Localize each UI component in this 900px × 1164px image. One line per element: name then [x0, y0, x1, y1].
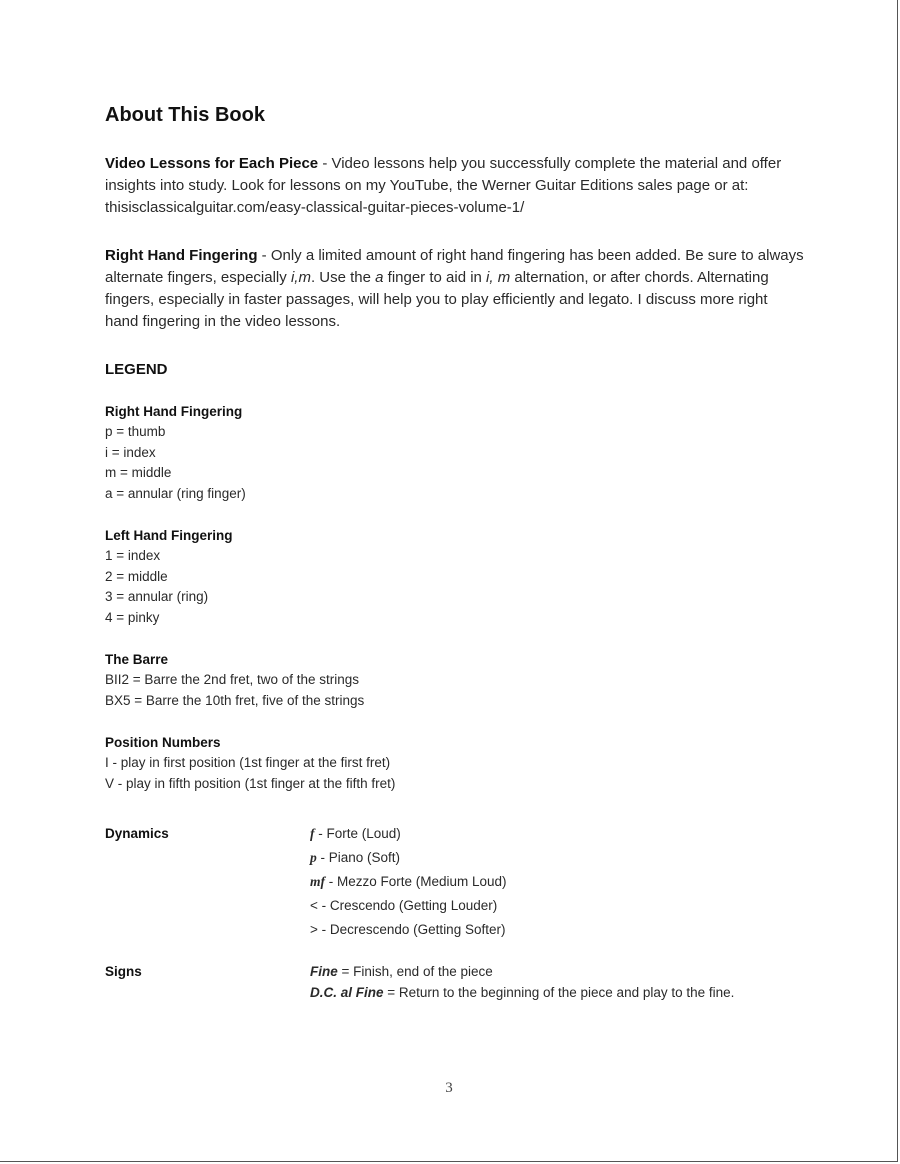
- dynamic-row: [310, 822, 507, 846]
- sign-row: [310, 962, 734, 983]
- page-content: [105, 104, 805, 1003]
- rh-text-4: alternation, or after chords. Alternating fingers, especially in faster passages, will help you to play efficiently and legato. I discuss more right hand fingering in the video lessons.: [105, 269, 769, 330]
- dynamic-mark: mf: [310, 874, 325, 889]
- sign-text: = Finish, end of the piece: [337, 964, 493, 979]
- dynamic-text: - Mezzo Forte (Medium Loud): [325, 874, 507, 889]
- barre-legend: [105, 650, 805, 711]
- rh-italic-1: i,m: [290, 269, 311, 286]
- barre-legend-title: The Barre: [105, 652, 169, 667]
- dynamic-text: - Crescendo (Getting Louder): [317, 898, 498, 913]
- dynamic-text: - Decrescendo (Getting Softer): [317, 922, 506, 937]
- position-numbers-legend: [105, 733, 805, 794]
- legend-row: BII2 = Barre the 2nd fret, two of the strings: [105, 672, 360, 687]
- dynamic-text: - Piano (Soft): [316, 850, 401, 865]
- dynamic-text: - Forte (Loud): [314, 826, 401, 841]
- dynamics-legend: [105, 822, 805, 942]
- signs-title: Signs: [105, 964, 142, 979]
- right-hand-legend-title: Right Hand Fingering: [105, 404, 243, 419]
- legend-row: m = middle: [105, 465, 172, 480]
- legend-row: V - play in fifth position (1st finger at the fifth fret): [105, 775, 396, 791]
- rh-italic-2: a: [375, 269, 384, 286]
- legend-row: i = index: [105, 444, 156, 460]
- position-numbers-title: Position Numbers: [105, 735, 221, 750]
- rh-text-1: - Only a limited amount of right hand fingering has been added. Be sure to always alternate fingers, especially: [105, 247, 804, 286]
- dynamic-row: [310, 918, 507, 942]
- video-lessons-text: - Video lessons help you successfully complete the material and offer insights into study. Look for lessons on my YouTube, the Werner Guitar Editions sales page or at: thisisclassicalguitar.com/easy-classical-guitar-pieces-volume-1/: [105, 155, 782, 216]
- dynamic-mark: f: [310, 826, 315, 841]
- sign-text: = Return to the beginning of the piece and play to the fine.: [383, 984, 735, 1000]
- legend-row: I - play in first position (1st finger at the first fret): [105, 755, 391, 770]
- right-hand-legend: [105, 402, 805, 504]
- crescendo-mark: <: [310, 898, 318, 913]
- sign-row: [310, 983, 734, 1004]
- legend-row: 3 = annular (ring): [105, 589, 209, 604]
- sign-mark: Fine: [310, 964, 338, 979]
- right-hand-para-label: Right Hand Fingering: [105, 247, 258, 264]
- legend-row: 4 = pinky: [105, 609, 160, 625]
- right-hand-paragraph: [105, 245, 805, 333]
- dynamic-row: [310, 870, 507, 894]
- dynamic-row: [310, 894, 507, 918]
- signs-items: [310, 962, 734, 1003]
- signs-legend: [105, 962, 805, 1003]
- legend-heading: LEGEND: [105, 361, 168, 378]
- dynamics-title: Dynamics: [105, 826, 169, 841]
- rh-text-3: finger to aid in: [383, 269, 487, 286]
- page-number: 3: [445, 1080, 453, 1096]
- dynamics-items: [310, 822, 507, 942]
- video-lessons-paragraph: [105, 153, 805, 219]
- left-hand-legend: [105, 526, 805, 628]
- decrescendo-mark: >: [310, 922, 318, 937]
- rh-italic-3: i, m: [486, 269, 511, 286]
- legend-row: BX5 = Barre the 10th fret, five of the strings: [105, 692, 365, 708]
- legend-row: p = thumb: [105, 424, 166, 439]
- left-hand-legend-title: Left Hand Fingering: [105, 528, 233, 543]
- video-lessons-label: Video Lessons for Each Piece: [105, 155, 319, 172]
- rh-text-2: . Use the: [310, 269, 376, 286]
- page-title: About This Book: [105, 104, 265, 126]
- dynamic-row: [310, 846, 507, 870]
- dynamic-mark: p: [310, 850, 317, 865]
- legend-row: 2 = middle: [105, 568, 168, 584]
- legend-row: 1 = index: [105, 548, 161, 563]
- legend-row: a = annular (ring finger): [105, 485, 246, 501]
- sign-mark: D.C. al Fine: [310, 984, 384, 1000]
